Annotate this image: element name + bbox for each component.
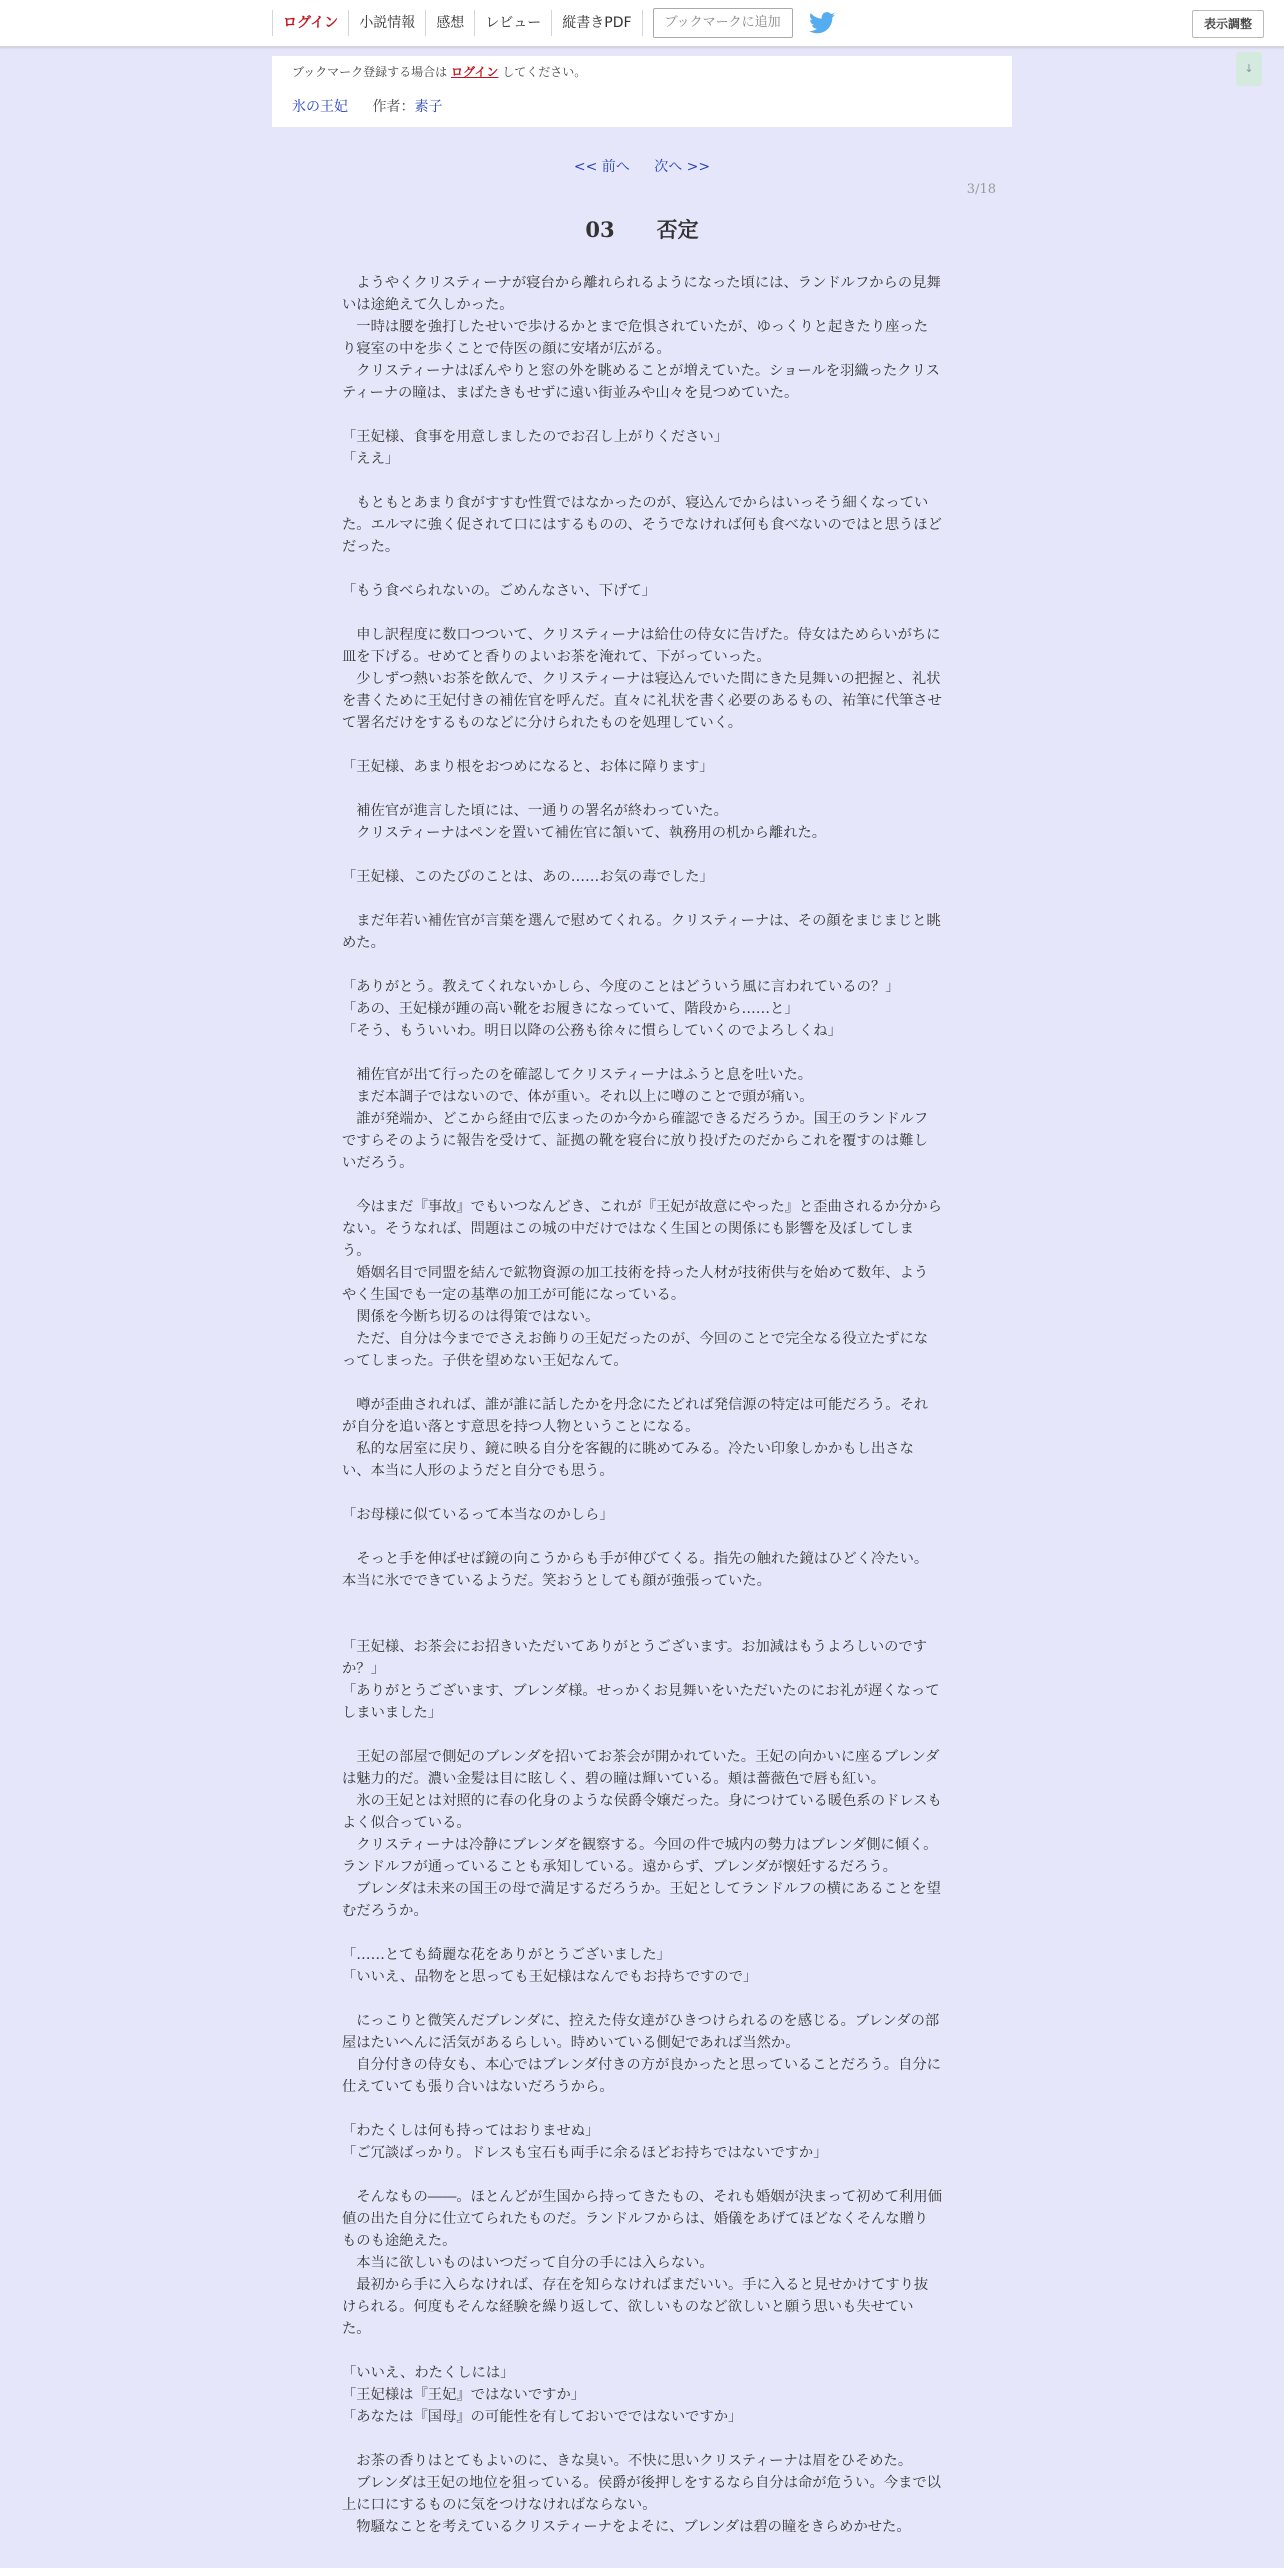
body-paragraph: 「……とても綺麗な花をありがとうございました」 [342,1947,671,1963]
body-paragraph [342,2164,942,2186]
body-paragraph: 「お母様に似ているって本当なのかしら」 [342,1507,614,1523]
body-paragraph [342,778,942,800]
body-paragraph: 「いいえ、品物をと思っても王妃様はなんでもお持ちですので」 [342,1969,758,1985]
body-paragraph: クリスティーナはペンを置いて補佐官に頷いて、執務用の机から離れた。 [342,825,827,841]
page-number: 3/18 [966,182,996,197]
body-paragraph: 私的な居室に戻り、鏡に映る自分を客観的に眺めてみる。冷たい印象しかかもし出さない、本当に人形のようだと自分でも思う。 [342,1441,914,1479]
body-paragraph: 「王妃様、食事を用意しましたのでお召し上がりください」 [342,429,729,445]
chapter-pager [0,156,1284,176]
next-chapter-link[interactable]: 次へ >> [654,159,711,175]
body-paragraph: 関係を今断ち切るのは得策ではない。 [342,1309,600,1325]
nav-login-link[interactable]: ログイン [272,10,348,36]
nav-menu [272,0,835,46]
body-paragraph: 王妃の部屋で側妃のブレンダを招いてお茶会が開かれていた。王妃の向かいに座るブレンダは魅力的だ。濃い金髪は目に眩しく、碧の瞳は輝いている。頬は薔薇色で唇も紅い。 [342,1749,940,1787]
body-paragraph: そっと手を伸ばせば鏡の向こうからも手が伸びてくる。指先の触れた鏡はひどく冷たい。本当に氷でできているようだ。笑おうとしても顔が強張っていた。 [342,1551,929,1589]
body-paragraph [342,1042,942,1064]
body-paragraph: 「もう食べられないの。ごめんなさい、下げて」 [342,583,656,599]
body-paragraph: 「わたくしは何も持ってはおりませぬ」 [342,2123,600,2139]
body-paragraph [342,1988,942,2010]
body-paragraph [342,404,942,426]
body-paragraph [342,470,942,492]
body-paragraph: 補佐官が出て行ったのを確認してクリスティーナはふうと息を吐いた。 [342,1067,813,1083]
body-paragraph: 「いいえ、わたくしには」 [342,2365,515,2381]
body-paragraph [342,1482,942,1504]
body-paragraph [342,602,942,624]
body-paragraph: ようやくクリスティーナが寝台から離れられるようになった頃には、ランドルフからの見舞いは途絶えて久しかった。 [342,275,941,313]
body-paragraph: ただ、自分は今まででさえお飾りの王妃だったのが、今回のことで完全なる役立たずになってしまった。子供を望めない王妃なんて。 [342,1331,929,1369]
body-paragraph [342,888,942,910]
body-paragraph: 本当に欲しいものはいつだって自分の手には入らない。 [342,2255,714,2271]
body-paragraph: ブレンダは王妃の地位を狙っている。侯爵が後押しをするなら自分は命が危うい。今まで以上に口にするものに気をつけなければならない。 [342,2475,941,2513]
body-paragraph [342,1922,942,1944]
body-paragraph: 誰が発端か、どこから経由で広まったのか今から確認できるだろうか。国王のランドルフですらそのように報告を受けて、証拠の靴を寝台に放り投げたのだからこれを覆すのは難しいだろう。 [342,1111,929,1171]
body-paragraph: クリスティーナはぼんやりと窓の外を眺めることが増えていた。ショールを羽織ったクリスティーナの瞳は、まばたきもせずに遠い街並みや山々を見つめていた。 [342,363,940,401]
bookmark-add-button[interactable]: ブックマークに追加 [653,8,793,38]
top-nav-bar [0,0,1284,47]
body-paragraph: 「王妃様、お茶会にお招きいただいてありがとうございます。お加減はもうよろしいのですか？」 [342,1639,928,1677]
body-paragraph: 「そう、もういいわ。明日以降の公務も徐々に慣らしていくのでよろしくね」 [342,1023,842,1039]
body-paragraph: クリスティーナは冷静にブレンダを観察する。今回の件で城内の勢力はブレンダ側に傾く。ランドルフが通っていることも承知している。遠からず、ブレンダが懐妊するだろう。 [342,1837,938,1875]
display-settings-button[interactable]: 表示調整 [1192,10,1264,38]
body-paragraph [342,2340,942,2362]
author-label: 作者： [372,99,415,115]
nav-novel-info-link[interactable]: 小説情報 [348,10,425,36]
scroll-down-tab[interactable]: ↓ [1236,52,1262,86]
body-paragraph [342,1592,942,1614]
body-paragraph [342,1174,942,1196]
body-paragraph: 自分付きの侍女も、本心ではブレンダ付きの方が良かったと思っていることだろう。自分に仕えていても張り合いはないだろうから。 [342,2057,941,2095]
body-paragraph: まだ年若い補佐官が言葉を選んで慰めてくれる。クリスティーナは、その顔をまじまじと眺めた。 [342,913,941,951]
body-paragraph: まだ本調子ではないので、体が重い。それ以上に噂のことで頭が痛い。 [342,1089,814,1105]
body-paragraph: 「ご冗談ばっかり。ドレスも宝石も両手に余るほどお持ちではないですか」 [342,2145,828,2161]
body-paragraph: 最初から手に入らなければ、存在を知らなければまだいい。手に入ると見せかけてすり抜けられる。何度もそんな経験を繰り返して、欲しいものなど欲しいと願う思いも失せていた。 [342,2277,929,2337]
body-paragraph: ブレンダは未来の国王の母で満足するだろうか。王妃としてランドルフの横にあることを望むだろうか。 [342,1881,941,1919]
series-title-link[interactable]: 氷の王妃 [292,99,348,115]
series-line [292,96,442,116]
body-paragraph: 申し訳程度に数口つついて、クリスティーナは給仕の侍女に告げた。侍女はためらいがちに皿を下げる。せめてと香りのよいお茶を淹れて、下がっていった。 [342,627,941,665]
prev-chapter-link[interactable]: << 前へ [573,159,630,175]
body-paragraph: 物騒なことを考えているクリスティーナをよそに、ブレンダは碧の瞳をきらめかせた。 [342,2519,911,2535]
body-paragraph [342,734,942,756]
body-paragraph: お茶の香りはとてもよいのに、きな臭い。不快に思いクリスティーナは眉をひそめた。 [342,2453,913,2469]
body-paragraph [342,2098,942,2120]
body-paragraph: 補佐官が進言した頃には、一通りの署名が終わっていた。 [342,803,728,819]
novel-body-text [342,272,942,2538]
notice-prefix: ブックマーク登録する場合は [292,65,448,79]
chapter-title: 03 否定 [585,217,699,242]
author-link[interactable]: 素子 [414,99,443,115]
body-paragraph: 「あの、王妃様が踵の高い靴をお履きになっていて、階段から……と」 [342,1001,799,1017]
body-paragraph: 「ありがとうございます、ブレンダ様。せっかくお見舞いをいただいたのにお礼が遅くなってしまいました」 [342,1683,940,1721]
body-paragraph [342,1614,942,1636]
nav-review-link[interactable]: レビュー [474,10,551,36]
body-paragraph: 「あなたは『国母』の可能性を有しておいでではないですか」 [342,2409,743,2425]
nav-vertical-pdf-link[interactable]: 縦書きPDF [551,10,642,36]
body-paragraph [342,1724,942,1746]
body-paragraph: 「ありがとう。教えてくれないかしら、今度のことはどういう風に言われているの？」 [342,979,900,995]
body-paragraph: 氷の王妃とは対照的に春の化身のような侯爵令嬢だった。身につけている暖色系のドレスもよく似合っている。 [342,1793,942,1831]
body-paragraph [342,954,942,976]
nav-impressions-link[interactable]: 感想 [425,10,474,36]
body-paragraph: にっこりと微笑んだブレンダに、控えた侍女達がひきつけられるのを感じる。ブレンダの部屋はたいへんに活気があるらしい。時めいている側妃であれば当然か。 [342,2013,940,2051]
body-paragraph: 「王妃様、あまり根をおつめになると、お体に障ります」 [342,759,714,775]
body-paragraph: 婚姻名目で同盟を結んで鉱物資源の加工技術を持った人材が技術供与を始めて数年、ようやく生国でも一定の基準の加工が可能になっている。 [342,1265,929,1303]
twitter-icon[interactable] [809,12,835,34]
body-paragraph: 「王妃様、このたびのことは、あの……お気の毒でした」 [342,869,714,885]
notice-login-link[interactable]: ログイン [451,65,499,79]
notice-suffix: してください。 [502,65,587,79]
body-paragraph: 「ええ」 [342,451,400,467]
body-paragraph [342,2428,942,2450]
body-paragraph: 今はまだ『事故』でもいつなんどき、これが『王妃が故意にやった』と歪曲されるか分からない。そうなれば、問題はこの城の中だけではなく生国との関係にも影響を及ぼしてしまう。 [342,1199,942,1259]
body-paragraph [342,1372,942,1394]
body-paragraph: 少しずつ熱いお茶を飲んで、クリスティーナは寝込んでいた間にきた見舞いの把握と、礼状を書くために王妃付きの補佐官を呼んだ。直々に礼状を書く必要のあるもの、祐筆に代筆させて署名だけをするものなどに分けられたものを処理していく。 [342,671,942,731]
body-paragraph: 噂が歪曲されれば、誰が誰に話したかを丹念にたどれば発信源の特定は可能だろう。それが自分を追い落とす意思を持つ人物ということになる。 [342,1397,929,1435]
body-paragraph: 一時は腰を強打したせいで歩けるかとまで危惧されていたが、ゆっくりと起きたり座ったり寝室の中を歩くことで侍医の顔に安堵が広がる。 [342,319,929,357]
body-paragraph: 「王妃様は『王妃』ではないですか」 [342,2387,586,2403]
body-paragraph: そんなもの――。ほとんどが生国から持ってきたもの、それも婚姻が決まって初めて利用価値の出た自分に仕立てられたものだ。ランドルフからは、婚儀をあげてほどなくそんな贈りものも途絶えた。 [342,2189,942,2249]
body-paragraph [342,558,942,580]
novel-info-box [272,56,1012,127]
body-paragraph [342,844,942,866]
body-paragraph: もともとあまり食がすすむ性質ではなかったのが、寝込んでからはいっそう細くなっていた。エルマに強く促されて口にはするものの、そうでなければ何も食べないのではと思うほどだった。 [342,495,942,555]
body-paragraph [342,1526,942,1548]
bookmark-login-notice [292,63,586,80]
